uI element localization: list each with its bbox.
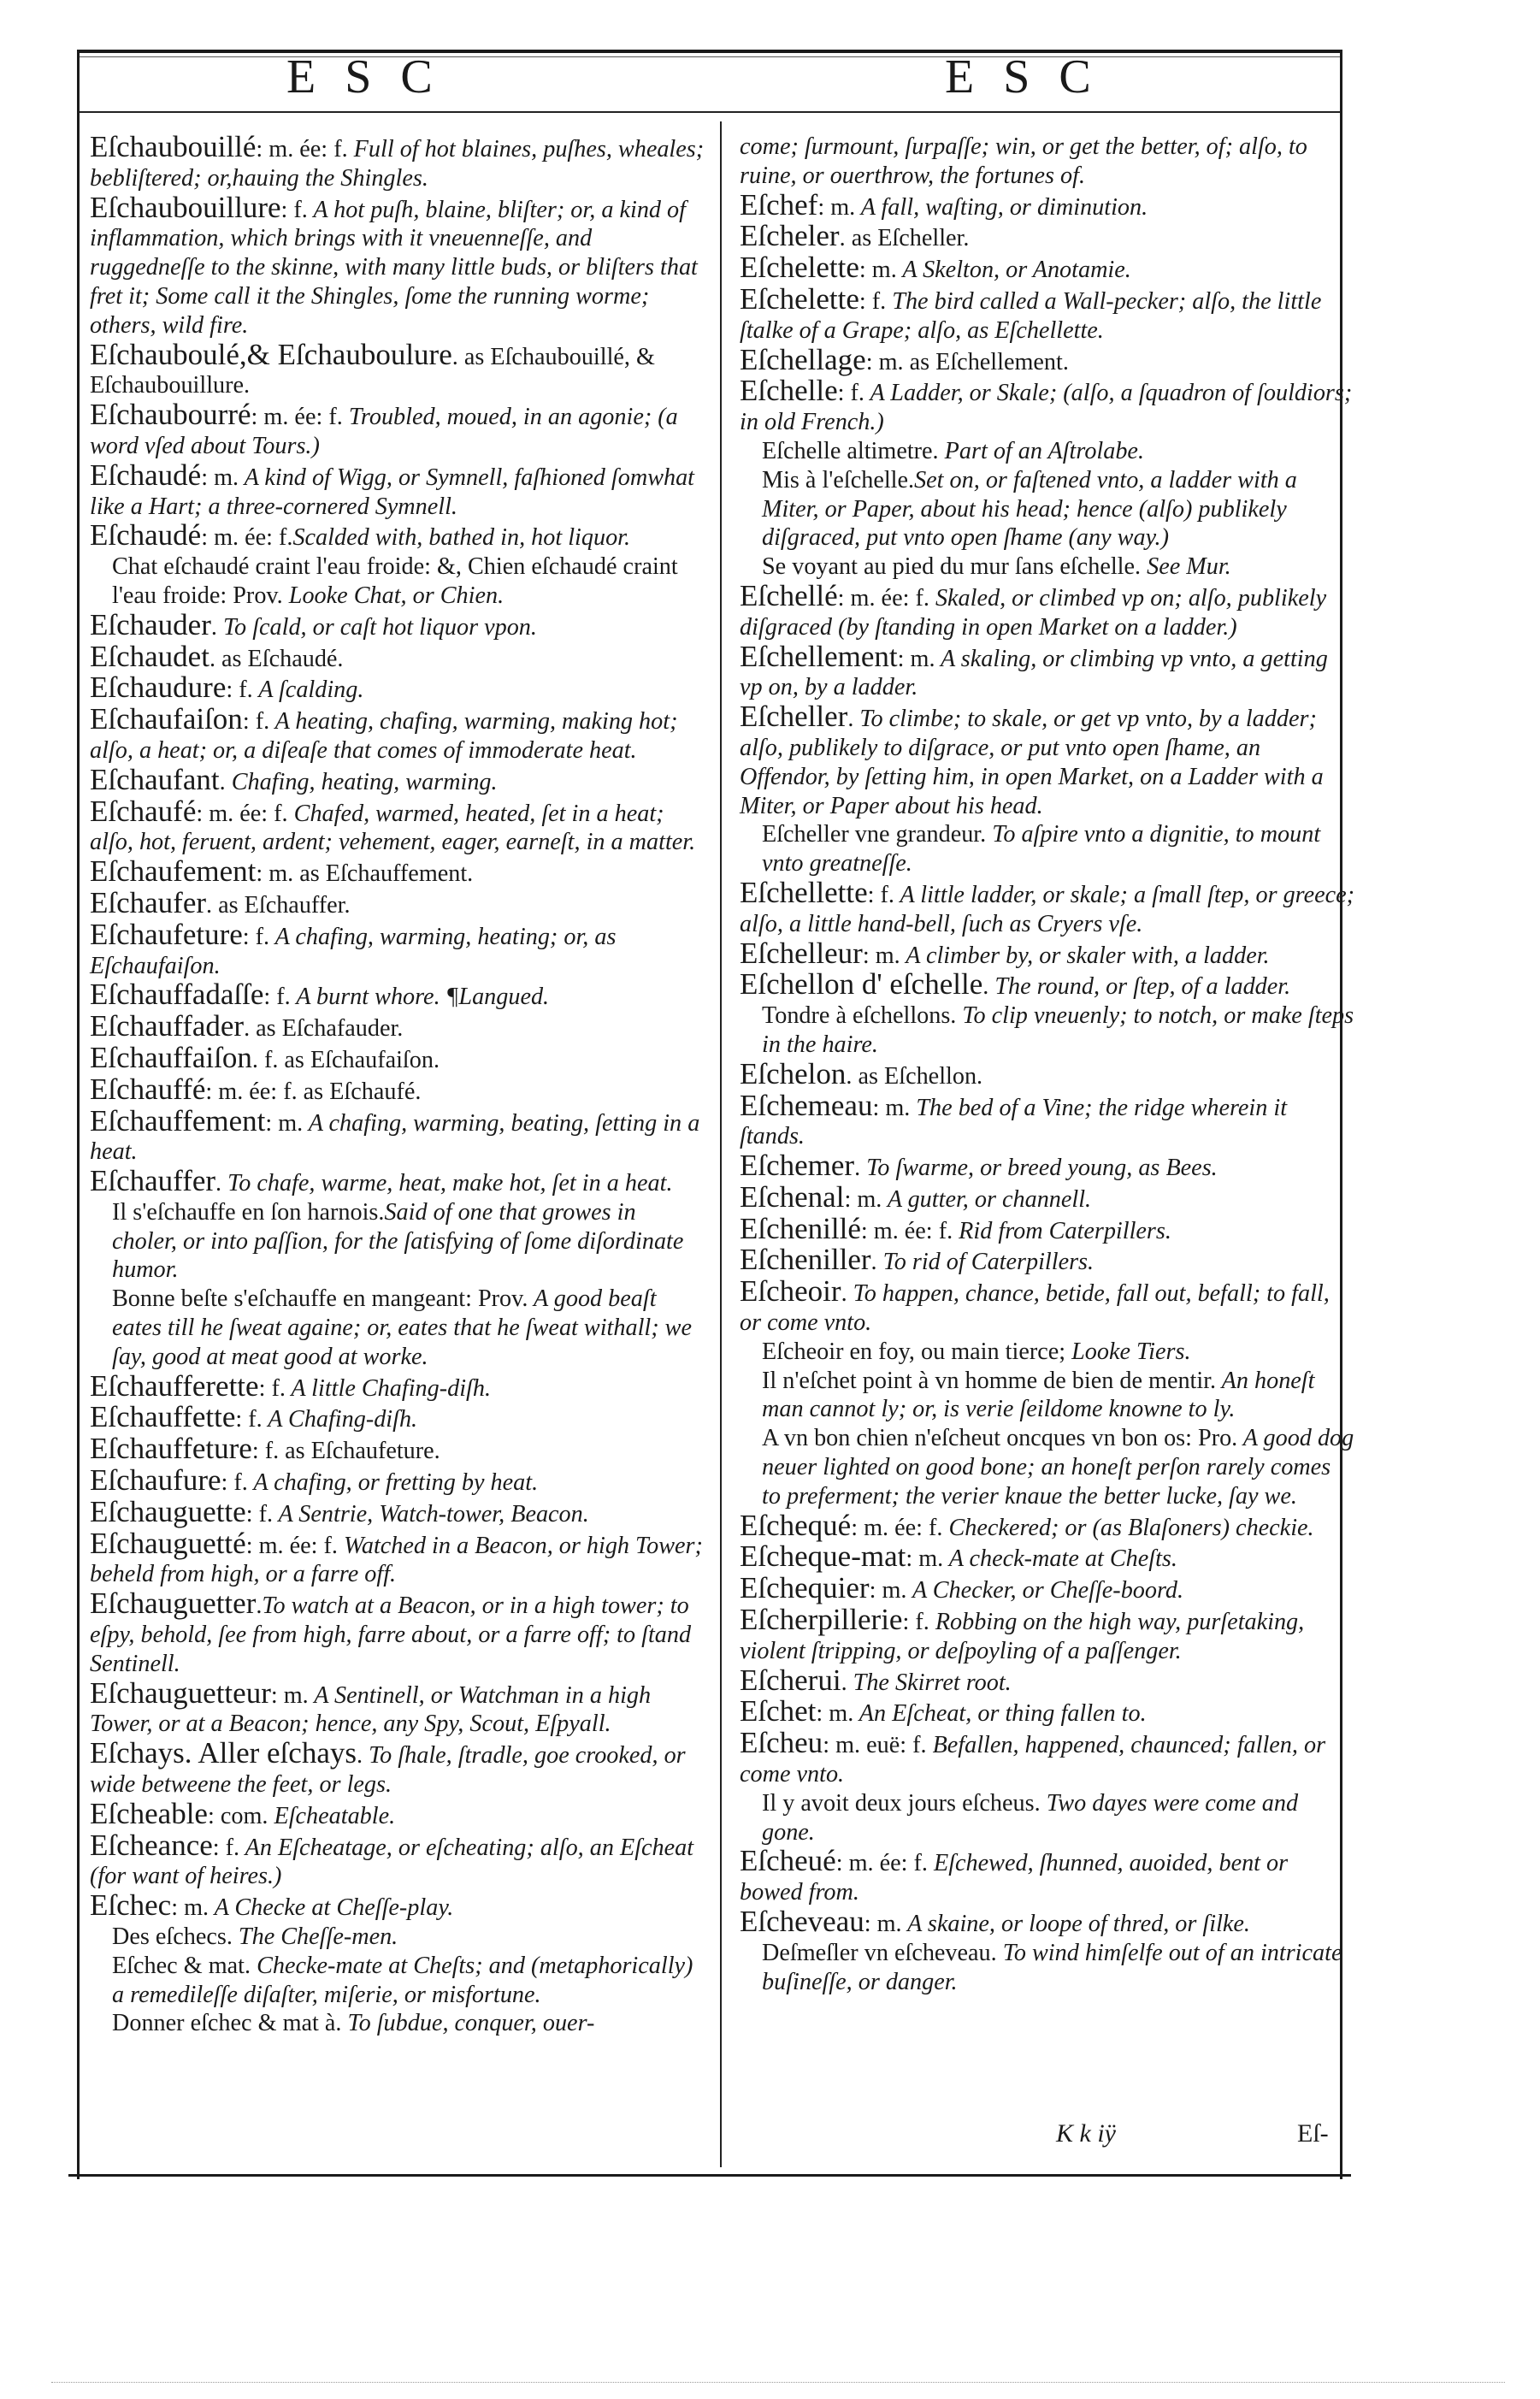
headword: Chat eſchaudé craint l'eau froide: &, Chien eſchaudé craint l'eau froide: Prov. bbox=[112, 553, 678, 609]
gloss: The round, or ſtep, of a ladder. bbox=[988, 973, 1291, 1001]
dictionary-entry bbox=[90, 1463, 705, 1498]
dictionary-entry bbox=[90, 190, 705, 340]
headword: Il s'eſchauffe en ſon harnois. bbox=[112, 1198, 385, 1226]
grammar-note: . bbox=[215, 1170, 222, 1197]
dictionary-entry bbox=[740, 1571, 1355, 1605]
headword: Eſchaudé bbox=[90, 518, 202, 552]
grammar-note: : f. bbox=[221, 1469, 248, 1497]
dictionary-entry bbox=[90, 1285, 705, 1371]
dictionary-entry bbox=[740, 1844, 1355, 1907]
dictionary-entry bbox=[90, 518, 705, 552]
grammar-note: . as Eſchauffer. bbox=[206, 891, 351, 919]
dictionary-entry bbox=[90, 1796, 705, 1831]
grammar-note: . as Eſchellon. bbox=[846, 1062, 983, 1090]
gloss: Set on, or faſtened vnto, a ladder with a Miter, or Paper, about his head; hence (alſo) publikely diſgraced, put vnto open ſhame (any way.) bbox=[762, 466, 1297, 552]
dictionary-entry bbox=[740, 281, 1355, 346]
gloss: To rid of Caterpillers. bbox=[876, 1249, 1095, 1276]
dictionary-entry bbox=[740, 1088, 1355, 1152]
dictionary-entry bbox=[90, 673, 705, 705]
gloss: A fall, waſting, or diminution. bbox=[855, 193, 1148, 221]
dictionary-entry bbox=[740, 1939, 1355, 1997]
headword: Eſchaudure bbox=[90, 671, 227, 705]
gloss: A skaling, or climbing vp vnto, a getting vp on, by a ladder. bbox=[740, 645, 1328, 701]
headword: Eſchenal bbox=[740, 1179, 845, 1214]
gloss: A ſcalding. bbox=[252, 677, 364, 704]
grammar-note: : f. bbox=[245, 1500, 274, 1527]
grammar-note: . bbox=[854, 1155, 861, 1182]
gloss: A chafing, or fretting by heat. bbox=[247, 1469, 539, 1497]
dictionary-entry bbox=[740, 187, 1355, 222]
dictionary-entry bbox=[740, 1605, 1355, 1666]
dictionary-entry bbox=[740, 1274, 1355, 1338]
gloss: A chafing, warming, beating, ſetting in a heat. bbox=[90, 1109, 700, 1166]
header-rule bbox=[80, 111, 1340, 113]
dictionary-entry bbox=[740, 1907, 1355, 1939]
gloss: Checke-mate at Cheſts; and (metaphorically) a remedileſſe diſaſter, miſerie, or misfortune. bbox=[112, 1952, 693, 2008]
headword: Eſchauffeture bbox=[90, 1432, 252, 1466]
headword: Eſchaubouillé bbox=[90, 130, 257, 163]
dictionary-entry bbox=[90, 1072, 705, 1107]
gloss: Chafed, warmed, heated, ſet in a heat; alſo, hot, feruent, ardent; vehement, eager, earneſt, in a matter. bbox=[90, 800, 696, 856]
headword: Eſchet bbox=[740, 1694, 817, 1728]
grammar-note: : m. bbox=[864, 1911, 902, 1938]
dictionary-entry bbox=[740, 376, 1355, 437]
headword: Eſchaufer bbox=[90, 885, 207, 919]
dictionary-entry bbox=[90, 917, 705, 981]
gloss: A Skelton, or Anotamie. bbox=[896, 257, 1131, 284]
dictionary-entry bbox=[740, 1211, 1355, 1246]
dictionary-entry bbox=[90, 130, 705, 193]
gloss: Befallen, happened, chaunced; fallen, or come vnto. bbox=[740, 1732, 1326, 1788]
grammar-note: : m. ée: f. bbox=[835, 1850, 928, 1877]
grammar-note: : m. bbox=[171, 1894, 209, 1922]
grammar-note: . as Eſcheller. bbox=[839, 225, 970, 252]
headword: Eſchauffement bbox=[90, 1103, 266, 1137]
gloss: Troubled, moued, in an agonie; (a word vſed about Tours.) bbox=[90, 404, 678, 459]
headword: Eſchellon d' eſchelle bbox=[740, 967, 983, 1002]
grammar-note: : m. bbox=[844, 1185, 882, 1213]
headword: Eſchelle bbox=[740, 374, 838, 408]
right-column bbox=[740, 133, 1355, 1996]
grammar-note: : m. ée: f. bbox=[851, 1514, 943, 1541]
dictionary-entry bbox=[90, 1589, 705, 1678]
headword: Eſcheveau bbox=[740, 1905, 864, 1939]
headword: Des eſchecs. bbox=[112, 1923, 233, 1951]
dictionary-entry bbox=[90, 1164, 705, 1198]
gloss: Skaled, or climbed vp on; alſo, publikely diſgraced (by ſtanding in open Market on a ladder.) bbox=[740, 584, 1327, 641]
column-divider bbox=[720, 121, 722, 2167]
dictionary-entry bbox=[90, 1009, 705, 1043]
headword: Eſchauffé bbox=[90, 1072, 206, 1106]
headword: Eſchaufeture bbox=[90, 917, 243, 951]
dictionary-entry bbox=[90, 607, 705, 642]
grammar-note: : m. bbox=[859, 257, 897, 284]
gloss: The bird called a Wall-pecker; alſo, the little ſtalke of a Grape; alſo, as Eſchellette. bbox=[740, 287, 1322, 344]
headword: Eſcherui bbox=[740, 1663, 841, 1697]
running-head-left: ESC bbox=[286, 50, 462, 103]
signature-mark: K k iÿ bbox=[1056, 2119, 1116, 2148]
dictionary-entry bbox=[90, 1103, 705, 1167]
gloss: Full of hot blaines, puſhes, wheales; bebliſtered; or,hauing the Shingles. bbox=[90, 136, 705, 192]
headword: Eſchauffader bbox=[90, 1009, 245, 1043]
gloss: Chafing, heating, warming. bbox=[225, 768, 498, 795]
grammar-note: . bbox=[356, 1742, 363, 1770]
headword: Eſcheller bbox=[740, 700, 848, 734]
grammar-note: : m. bbox=[816, 1700, 854, 1728]
dictionary-entry bbox=[740, 1179, 1355, 1214]
headword: Eſcheoir en foy, ou main tierce; bbox=[762, 1338, 1066, 1365]
grammar-note: : f. bbox=[212, 1834, 240, 1861]
grammar-note: : m. bbox=[265, 1109, 304, 1137]
headword: Eſchauguette bbox=[90, 1494, 246, 1528]
gloss: See Mur. bbox=[1141, 553, 1231, 581]
grammar-note: . as Eſchaubouillé, & Eſchaubouillure. bbox=[90, 343, 655, 399]
dictionary-entry bbox=[90, 1828, 705, 1892]
headword: Eſchaufaiſon bbox=[90, 702, 243, 736]
gloss: Watched in a Beacon, or high Tower; beheld from high, or a farre off. bbox=[90, 1532, 703, 1588]
dictionary-entry bbox=[740, 820, 1355, 878]
headword: Eſchef bbox=[740, 187, 818, 222]
dictionary-entry bbox=[90, 1434, 705, 1466]
gloss: Said of one that growes in choler, or into paſſion, for the ſatisfying of ſome diſordinate humor. bbox=[112, 1198, 684, 1284]
gloss: To climbe; to skale, or get vp vnto, by a ladder; alſo, publikely to diſgrace, or put vnto open ſhame, an Offendor, by ſetting him, in open Market, on a Ladder with a Miter, or Paper about his head. bbox=[740, 706, 1324, 819]
gloss: To ſhale, ſtradle, goe crooked, or wide betweene the feet, or legs. bbox=[90, 1742, 686, 1799]
gloss: Scalded with, bathed in, hot liquor. bbox=[292, 524, 631, 552]
headword: Eſchauguetteur bbox=[90, 1675, 271, 1710]
gloss: A good beaſt eates till he ſweat againe; or, eates that he ſweat withall; we ſay, good at meat good at worke. bbox=[112, 1285, 692, 1370]
dictionary-entry bbox=[740, 437, 1355, 466]
grammar-note: : m. ée: f. bbox=[251, 404, 343, 431]
grammar-note: . f. as Eſchaufaiſon. bbox=[251, 1046, 440, 1073]
gloss: A Sentrie, Watch-tower, Beacon. bbox=[273, 1500, 589, 1527]
scan-edge bbox=[51, 2382, 1505, 2384]
headword: Eſchays. Aller eſchays bbox=[90, 1736, 357, 1770]
dictionary-entry bbox=[90, 854, 705, 889]
headword: Deſmeſler vn eſcheveau. bbox=[762, 1939, 997, 1966]
grammar-note: . bbox=[841, 1280, 847, 1308]
grammar-note: : f. bbox=[263, 984, 291, 1011]
gloss: A Sentinell, or Watchman in a high Tower, or at a Beacon; hence, any Spy, Scout, Eſpyall. bbox=[90, 1681, 652, 1738]
gloss: A chafing, warming, heating; or, as Eſchaufaiſon. bbox=[90, 923, 617, 979]
grammar-note: . bbox=[219, 768, 226, 795]
headword: Se voyant au pied du mur ſans eſchelle. bbox=[762, 553, 1142, 581]
grammar-note: : m. ée: f. bbox=[201, 524, 293, 552]
grammar-note: : f. as Eſchaufeture. bbox=[251, 1438, 440, 1465]
grammar-note: : f. bbox=[859, 287, 887, 315]
dictionary-entry bbox=[740, 1424, 1355, 1510]
gloss: Checkered; or (as Blaſoners) checkie. bbox=[942, 1514, 1314, 1541]
headword: Eſchemer bbox=[740, 1149, 855, 1183]
dictionary-entry bbox=[90, 1198, 705, 1285]
dictionary-entry bbox=[90, 458, 705, 522]
headword: Eſchauboulé,& Eſchauboulure bbox=[90, 337, 452, 371]
headword: Eſchauguetté bbox=[90, 1526, 246, 1560]
dictionary-entry bbox=[740, 875, 1355, 939]
dictionary-entry bbox=[740, 1056, 1355, 1091]
headword: Eſchellette bbox=[740, 875, 868, 909]
grammar-note: . bbox=[256, 1592, 263, 1620]
gloss: A Checke at Cheſſe-play. bbox=[209, 1894, 454, 1922]
headword: A vn bon chien n'eſcheut oncques vn bon os: Pro. bbox=[762, 1425, 1238, 1452]
catchword: Eſ- bbox=[1297, 2119, 1329, 2148]
gloss: To watch at a Beacon, or in a high tower; to eſpy, behold, ſee from high, farre about, or a farre off; to ſtand Sentinell. bbox=[90, 1592, 692, 1677]
dictionary-entry bbox=[90, 702, 705, 765]
gloss: The Cheſſe-men. bbox=[232, 1923, 398, 1951]
dictionary-entry bbox=[740, 133, 1355, 191]
headword: Eſchaufant bbox=[90, 762, 220, 796]
headword: Tondre à eſchellons. bbox=[762, 1002, 957, 1030]
headword: Eſchelon bbox=[740, 1056, 847, 1090]
dictionary-entry bbox=[90, 794, 705, 858]
headword: Eſchellement bbox=[740, 639, 898, 673]
dictionary-entry bbox=[90, 1952, 705, 2010]
grammar-note: : f. bbox=[226, 677, 253, 704]
headword: Eſchelleur bbox=[740, 936, 863, 970]
frame-left-rule bbox=[77, 50, 80, 2179]
dictionary-entry bbox=[740, 936, 1355, 971]
grammar-note: : f. bbox=[867, 881, 894, 908]
grammar-note: : m. bbox=[817, 193, 856, 221]
gloss: A Chafing-diſh. bbox=[262, 1406, 418, 1433]
dictionary-entry bbox=[90, 1526, 705, 1590]
dictionary-entry bbox=[740, 578, 1355, 642]
dictionary-entry bbox=[90, 980, 705, 1012]
headword: Eſchellé bbox=[740, 578, 838, 612]
headword: Il y avoit deux jours eſcheus. bbox=[762, 1789, 1041, 1817]
gloss: An Eſcheatage, or eſcheating; alſo, an Eſcheat (for want of heires.) bbox=[90, 1834, 694, 1890]
grammar-note: . bbox=[841, 1669, 847, 1696]
dictionary-entry bbox=[740, 466, 1355, 552]
headword: Eſcheller vne grandeur. bbox=[762, 821, 987, 848]
dictionary-entry bbox=[90, 1888, 705, 1923]
grammar-note: : m. euë: f. bbox=[823, 1732, 927, 1759]
dictionary-entry bbox=[740, 253, 1355, 285]
headword: Eſcheable bbox=[90, 1796, 208, 1830]
dictionary-entry bbox=[740, 1367, 1355, 1425]
gloss: Rid from Caterpillers. bbox=[953, 1217, 1171, 1244]
gloss: To ſubdue, conquer, ouer- bbox=[341, 2010, 595, 2037]
gloss: A little ladder, or skale; a ſmall ſtep, or greece; alſo, a little hand-bell, ſuch as Cryers vſe. bbox=[740, 881, 1355, 937]
grammar-note: . bbox=[210, 613, 217, 641]
grammar-note: . as Eſchaudé. bbox=[209, 645, 344, 672]
grammar-note: : m. ée: f. as Eſchaufé. bbox=[205, 1078, 422, 1105]
grammar-note: : m. bbox=[862, 942, 900, 969]
gloss: A check-mate at Cheſts. bbox=[943, 1545, 1177, 1573]
headword: Eſcheoir bbox=[740, 1274, 841, 1309]
headword: Eſchelette bbox=[740, 251, 859, 285]
frame-top-rule bbox=[77, 50, 1342, 53]
gloss: To ſcald, or caſt hot liquor vpon. bbox=[216, 613, 537, 641]
grammar-note: : m. bbox=[270, 1681, 309, 1709]
gloss: To wind himſelfe out of an intricate buſineſſe, or danger. bbox=[762, 1939, 1342, 1995]
dictionary-entry bbox=[740, 219, 1355, 253]
grammar-note: : m. ée: f. bbox=[256, 136, 348, 162]
grammar-note: : m. ée: f. bbox=[196, 800, 288, 827]
dictionary-entry bbox=[90, 762, 705, 797]
headword: Eſchauguetter bbox=[90, 1587, 257, 1621]
grammar-note: : f. bbox=[235, 1406, 263, 1433]
headword: Eſchenillé bbox=[740, 1211, 861, 1245]
dictionary-entry bbox=[90, 337, 705, 401]
running-head-right: ESC bbox=[945, 50, 1120, 103]
gloss: To aſpire vnto a dignitie, to mount vnto greatneſſe. bbox=[762, 821, 1321, 877]
headword: Eſchaufé bbox=[90, 794, 197, 828]
gloss: To chafe, warme, heat, make hot, ſet in a heat. bbox=[221, 1170, 673, 1197]
gloss: An honeſt man cannot ly; or, is verie ſeildome knowne to ly. bbox=[762, 1367, 1315, 1423]
gloss: To ſwarme, or breed young, as Bees. bbox=[860, 1155, 1218, 1182]
gloss: An Eſcheat, or thing fallen to. bbox=[853, 1700, 1147, 1728]
dictionary-entry bbox=[90, 400, 705, 461]
dictionary-entry bbox=[740, 1508, 1355, 1543]
gloss: A little Chafing-diſh. bbox=[285, 1374, 492, 1402]
dictionary-entry bbox=[740, 342, 1355, 377]
headword: Eſchequier bbox=[740, 1571, 870, 1605]
gloss: A heating, chafing, warming, making hot; alſo, a heat; or, a diſeaſe that comes of immoderate heat. bbox=[90, 708, 678, 764]
gloss: A Ladder, or Skale; (alſo, a ſquadron of ſouldiors; in old French.) bbox=[740, 380, 1353, 436]
gloss: A gutter, or channell. bbox=[882, 1185, 1092, 1213]
headword: Eſchec bbox=[90, 1888, 172, 1923]
headword: Bonne beſte s'eſchauffe en mangeant: Prov. bbox=[112, 1285, 528, 1313]
headword: Eſchec & mat. bbox=[112, 1952, 251, 1979]
gloss: A good dog neuer lighted on good bone; an honeſt perſon rarely comes to preferment; the verier knaue the better lucke, ſay we. bbox=[762, 1425, 1354, 1510]
headword: Eſchelette bbox=[740, 281, 859, 316]
headword: Eſchaufure bbox=[90, 1463, 221, 1498]
gloss: come; ſurmount, ſurpaſſe; win, or get the better, of; alſo, to ruine, or ouerthrow, the fortunes of. bbox=[740, 133, 1307, 189]
grammar-note: : m. bbox=[872, 1094, 911, 1121]
headword: Eſchauder bbox=[90, 607, 211, 641]
gloss: The bed of a Vine; the ridge wherein it ſtands. bbox=[740, 1094, 1288, 1150]
headword: Eſcheque-mat bbox=[740, 1539, 906, 1574]
grammar-note: . bbox=[870, 1249, 877, 1276]
grammar-note: : m. ée: f. bbox=[837, 584, 929, 612]
headword: Eſcheué bbox=[740, 1844, 836, 1878]
grammar-note: : f. bbox=[258, 1374, 286, 1402]
grammar-note: : m. as Eſchauffement. bbox=[256, 860, 474, 888]
dictionary-entry bbox=[90, 1368, 705, 1403]
dictionary-entry bbox=[90, 1494, 705, 1529]
grammar-note: : f. bbox=[242, 923, 270, 950]
headword: Eſcheance bbox=[90, 1828, 213, 1862]
gloss: A climber by, or skaler with, a ladder. bbox=[900, 942, 1270, 969]
grammar-note: : com. bbox=[207, 1802, 268, 1829]
gloss: A hot puſh, blaine, bliſter; or, a kind of inflammation, which brings with it vneuenneſſe, and ruggedneſſe to the skinne, with many little buds, or bliſters that fret it; Some call it the Shingles, ſome the running worme; others, wild fire. bbox=[90, 196, 698, 339]
headword: Eſchauffaiſon bbox=[90, 1040, 252, 1074]
gloss: Part of an Aſtrolabe. bbox=[938, 437, 1144, 464]
gloss: The Skirret root. bbox=[847, 1669, 1012, 1696]
grammar-note: : f. bbox=[837, 380, 864, 407]
left-column bbox=[90, 130, 705, 2038]
headword: Eſchaudé bbox=[90, 458, 202, 492]
headword: Mis à l'eſchelle. bbox=[762, 466, 915, 493]
gloss: A burnt whore. ¶Langued. bbox=[290, 984, 550, 1011]
gloss: To happen, chance, betide, fall out, befall; to fall, or come vnto. bbox=[740, 1280, 1330, 1337]
dictionary-entry bbox=[90, 639, 705, 674]
dictionary-entry bbox=[740, 639, 1355, 703]
dictionary-entry bbox=[740, 1789, 1355, 1847]
grammar-note: : m. bbox=[897, 645, 935, 672]
gloss: Looke Chat, or Chien. bbox=[282, 582, 504, 609]
gloss: A skaine, or loope of thred, or ſilke. bbox=[901, 1911, 1250, 1938]
headword: Eſcherpillerie bbox=[740, 1603, 903, 1637]
grammar-note: : m. as Eſchellement. bbox=[865, 348, 1069, 375]
grammar-note: : m. bbox=[869, 1577, 907, 1604]
dictionary-entry bbox=[90, 1040, 705, 1075]
dictionary-entry bbox=[90, 552, 705, 611]
dictionary-entry bbox=[740, 1002, 1355, 1060]
dictionary-entry bbox=[740, 1245, 1355, 1277]
dictionary-entry bbox=[740, 552, 1355, 582]
grammar-note: : f. bbox=[280, 196, 308, 223]
headword: Eſchauffadaſſe bbox=[90, 978, 264, 1012]
gloss: A kind of Wigg, or Symnell, faſhioned ſomwhat like a Hart; a three-cornered Symnell. bbox=[90, 464, 695, 520]
dictionary-entry bbox=[90, 1923, 705, 1952]
headword: Eſchaufement bbox=[90, 854, 257, 889]
dictionary-entry bbox=[740, 1728, 1355, 1789]
grammar-note: : m. ée: f. bbox=[860, 1217, 953, 1244]
grammar-note: : m. bbox=[906, 1545, 944, 1573]
dictionary-entry bbox=[740, 967, 1355, 1002]
headword: Il n'eſchet point à vn homme de bien de mentir. bbox=[762, 1367, 1217, 1394]
dictionary-entry bbox=[740, 1694, 1355, 1728]
headword: Eſcheniller bbox=[740, 1243, 871, 1277]
gloss: A Checker, or Cheſſe-boord. bbox=[906, 1577, 1184, 1604]
grammar-note: . as Eſchafauder. bbox=[244, 1015, 404, 1043]
dictionary-entry bbox=[740, 1151, 1355, 1183]
grammar-note: : m. bbox=[201, 464, 239, 491]
gloss: Looke Tiers. bbox=[1065, 1338, 1191, 1365]
headword: Eſchauffer bbox=[90, 1164, 216, 1198]
dictionary-entry bbox=[90, 885, 705, 920]
dictionary-entry bbox=[90, 1736, 705, 1799]
gloss: Two dayes were come and gone. bbox=[762, 1789, 1299, 1846]
gloss: Eſcheatable. bbox=[268, 1802, 396, 1829]
headword: Eſchemeau bbox=[740, 1088, 873, 1122]
grammar-note: . bbox=[982, 973, 989, 1001]
headword: Eſchaubourré bbox=[90, 398, 251, 432]
dictionary-entry bbox=[90, 1675, 705, 1740]
dictionary-entry bbox=[740, 702, 1355, 820]
dictionary-entry bbox=[740, 1338, 1355, 1367]
dictionary-entry bbox=[740, 1663, 1355, 1698]
headword: Eſchaufferette bbox=[90, 1368, 259, 1403]
grammar-note: : m. ée: f. bbox=[245, 1532, 338, 1559]
headword: Donner eſchec & mat à. bbox=[112, 2010, 342, 2037]
gloss: To clip vneuenly; to notch, or make ſteps in the haire. bbox=[762, 1002, 1354, 1058]
dictionary-entry bbox=[90, 2009, 705, 2038]
grammar-note: : f. bbox=[242, 708, 270, 736]
grammar-note: . bbox=[847, 706, 854, 733]
headword: Eſcheler bbox=[740, 219, 840, 253]
frame-top-thin-rule bbox=[77, 56, 1342, 57]
dictionary-entry bbox=[740, 1539, 1355, 1574]
gloss: Eſchewed, ſhunned, auoided, bent or bowed from. bbox=[740, 1850, 1289, 1906]
headword: Eſcheu bbox=[740, 1726, 823, 1760]
headword: Eſchellage bbox=[740, 342, 866, 376]
headword: Eſchelle altimetre. bbox=[762, 437, 939, 464]
headword: Eſchaubouillure bbox=[90, 190, 281, 224]
gloss: Robbing on the high way, purſetaking, violent ſtripping, or deſpoyling of a paſſenger. bbox=[740, 1609, 1305, 1664]
grammar-note: : f. bbox=[902, 1609, 929, 1636]
dictionary-entry bbox=[90, 1400, 705, 1434]
headword: Eſchaudet bbox=[90, 639, 209, 673]
frame-bottom-rule bbox=[68, 2174, 1351, 2177]
headword: Eſchequé bbox=[740, 1508, 852, 1542]
headword: Eſchauffette bbox=[90, 1400, 236, 1434]
